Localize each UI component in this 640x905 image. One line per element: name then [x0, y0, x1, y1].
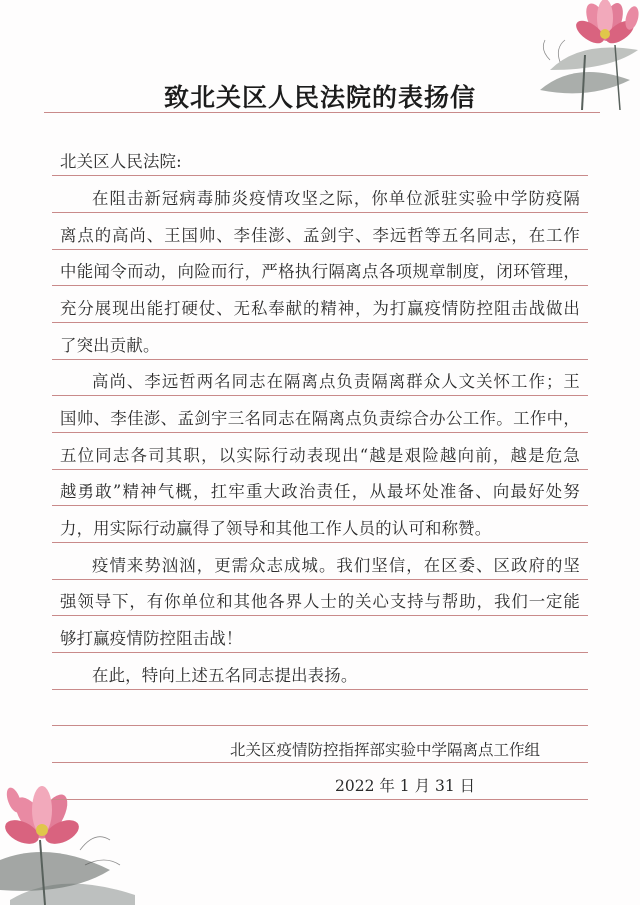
body-line: 强领导下，有你单位和其他各界人士的关心支持与帮助，我们一定能	[60, 592, 580, 611]
body-line: 了突出贡献。	[60, 336, 160, 355]
ruled-line	[52, 249, 588, 250]
ruled-line	[52, 432, 588, 433]
body-line: 疫情来势汹汹，更需众志成城。我们坚信，在区委、区政府的坚	[92, 556, 580, 575]
title-rule	[44, 112, 600, 113]
ruled-line	[52, 469, 588, 470]
letter-title: 致北关区人民法院的表扬信	[163, 83, 476, 112]
body-line: 在阻击新冠病毒肺炎疫情攻坚之际，你单位派驻实验中学防疫隔	[92, 189, 580, 208]
body-line: 离点的高尚、王国帅、李佳澎、孟剑宇、李远哲等五名同志，在工作	[60, 226, 580, 245]
letter-date: 2022 年 1 月 31 日	[335, 777, 476, 795]
body-line: 够打赢疫情防控阻击战！	[60, 629, 243, 648]
body-line: 高尚、李远哲两名同志在隔离点负责隔离群众人文关怀工作；王	[92, 372, 580, 391]
ruled-line	[52, 285, 588, 286]
ruled-line	[52, 689, 588, 690]
body-line: 充分展现出能打硬仗、无私奉献的精神，为打赢疫情防控阻击战做出	[60, 299, 580, 318]
ruled-line	[52, 175, 588, 176]
body-line: 越勇敢”精神气概，扛牢重大政治责任，从最坏处准备、向最好处努	[60, 482, 580, 501]
ruled-line	[52, 762, 588, 763]
ruled-line	[52, 359, 588, 360]
ruled-line	[52, 579, 588, 580]
salutation: 北关区人民法院:	[60, 152, 182, 171]
signature: 北关区疫情防控指挥部实验中学隔离点工作组	[230, 741, 541, 759]
ruled-line	[52, 505, 588, 506]
ruled-line	[52, 212, 588, 213]
body-line: 力，用实际行动赢得了领导和其他工作人员的认可和称赞。	[60, 519, 492, 538]
ruled-line	[52, 725, 588, 726]
ruled-line	[52, 799, 588, 800]
ruled-line	[52, 395, 588, 396]
body-line: 五位同志各司其职，以实际行动表现出“越是艰险越向前，越是危急	[60, 446, 580, 465]
ruled-line	[52, 652, 588, 653]
ruled-line	[52, 615, 588, 616]
ruled-line	[52, 322, 588, 323]
ruled-line	[52, 542, 588, 543]
body-line: 国帅、李佳澎、孟剑宇三名同志在隔离点负责综合办公工作。工作中，	[60, 409, 580, 428]
lotus-flower-bottom-left-icon	[0, 770, 140, 905]
body-line: 在此，特向上述五名同志提出表扬。	[92, 666, 358, 685]
body-line: 中能闻令而动，向险而行，严格执行隔离点各项规章制度，闭环管理，	[60, 262, 580, 281]
